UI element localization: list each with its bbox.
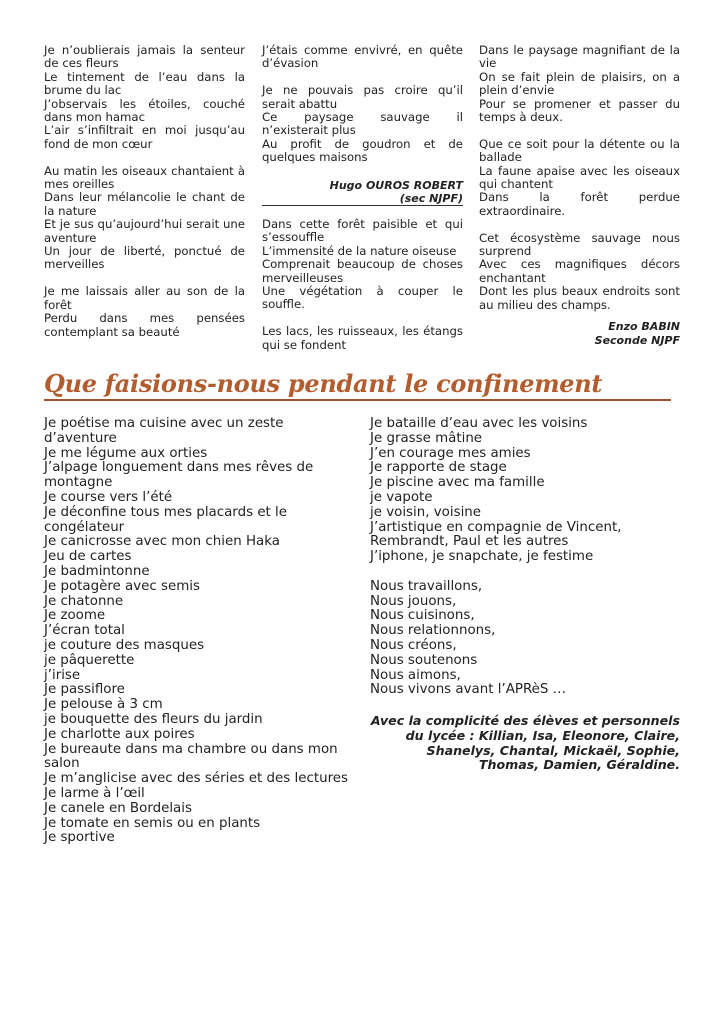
- confinement-list-right: [370, 417, 686, 698]
- poem-column-3: [479, 44, 680, 347]
- list-item: Jeu de cartes: [44, 549, 132, 565]
- poem-line: Les lacs, les ruisseaux, les étangs qui se fondent: [262, 324, 463, 352]
- poem-line: Une végétation à couper le souffle.: [262, 284, 463, 312]
- poem2-author: Hugo OUROS ROBERT: [329, 178, 463, 192]
- list-item: Nous relationnons,: [370, 623, 496, 639]
- list-item: Je bataille d’eau avec les voisins: [370, 416, 588, 431]
- list-item: je vapote: [370, 489, 433, 505]
- section-title-underline: [44, 399, 671, 401]
- list-item: Nous cuisinons,: [370, 608, 475, 624]
- list-item: Je tomate en semis ou en plants: [44, 815, 261, 831]
- list-item: Je bureaute dans ma chambre ou dans mon salon: [44, 741, 338, 772]
- credits: Avec la complicité des élèves et personnels du lycée : Killian, Isa, Eleonore, Claire, Shanelys, Chantal, Mickaël, Sophie, Thomas, Damien, Géraldine.: [370, 713, 680, 773]
- list-item: J’écran total: [44, 623, 125, 639]
- poem-line: On se fait plein de plaisirs, on a plein d’envie: [479, 69, 680, 98]
- poem4-stanza-1: [479, 44, 680, 124]
- list-item: Nous jouons,: [370, 593, 457, 609]
- poem-line: Avec ces magnifiques décors enchantant: [479, 257, 680, 285]
- poem-column-2: [262, 44, 463, 205]
- list-item: Nous travaillons,: [370, 578, 483, 594]
- poem4-author-class: Seconde NJPF: [594, 333, 680, 347]
- poem-line: Un jour de liberté, ponctué de merveilles: [44, 244, 245, 272]
- poem-line: Au matin les oiseaux chantaient à mes oreilles: [44, 163, 245, 192]
- list-item: J’en courage mes amies: [370, 445, 531, 461]
- poem1-stanza-3: [44, 285, 245, 339]
- list-item: Je passiflore: [44, 682, 125, 698]
- list-item: je couture des masques: [44, 637, 205, 653]
- list-item: Je canele en Bordelais: [44, 800, 192, 816]
- list-item: je voisin, voisine: [370, 504, 482, 520]
- poem3-stanza-2: [262, 325, 463, 352]
- poem-line: Et je sus qu’aujourd’hui serait une aventure: [44, 217, 245, 245]
- poem-line: Dans la forêt perdue extraordinaire.: [479, 190, 680, 218]
- list-item: J’iphone, je snapchate, je festime: [370, 549, 594, 565]
- poem3-stanza-1: [262, 218, 463, 312]
- section-title: Que faisions-nous pendant le confinement: [44, 369, 603, 398]
- poem4-stanza-3: [479, 232, 680, 312]
- list-item: Je sportive: [44, 830, 115, 846]
- poem1-stanza-1: [44, 44, 245, 151]
- list-item: Je pelouse à 3 cm: [44, 697, 163, 713]
- poem-line: Au profit de goudron et de quelques maisons: [262, 136, 463, 165]
- poem-line: Je ne pouvais pas croire qu’il serait abattu: [262, 83, 463, 111]
- list-item: Je rapporte de stage: [370, 460, 507, 476]
- list-item: Je canicrosse avec mon chien Haka: [44, 534, 280, 550]
- poem-line: J’observais les étoiles, couché dans mon hamac: [44, 96, 245, 125]
- poem2-stanza-1: [262, 44, 463, 71]
- poem-line: Dont les plus beaux endroits sont au milieu des champs.: [479, 284, 680, 312]
- poem-line: Que ce soit pour la détente ou la ballade: [479, 136, 680, 165]
- poem-line: Je me laissais aller au son de la forêt: [44, 284, 245, 312]
- confinement-list-left: [44, 417, 354, 846]
- poem-line: Pour se promener et passer du temps à deux.: [479, 96, 680, 125]
- list-item: Je déconfine tous mes placards et le congélateur: [44, 504, 288, 535]
- list-item: Nous vivons avant l’APRèS …: [370, 682, 567, 698]
- poem-line: L’immensité de la nature oiseuse: [262, 243, 457, 258]
- list-item: je pâquerette: [44, 652, 135, 668]
- poem-column-1: [44, 44, 245, 352]
- poem4-author: Enzo BABIN: [608, 320, 680, 334]
- list-item: Je chatonne: [44, 593, 124, 609]
- list-item: Je potagère avec semis: [44, 578, 200, 594]
- poem-line: Ce paysage sauvage il n’existerait plus: [262, 110, 463, 138]
- list-item: Je zoome: [44, 608, 106, 624]
- list-item: Je m’anglicise avec des séries et des lectures: [44, 771, 349, 787]
- list-item: Je grasse mâtine: [370, 430, 483, 446]
- list-item: Je badmintonne: [44, 563, 150, 579]
- list-item: Je piscine avec ma famille: [370, 475, 545, 491]
- list-item: J’alpage longuement dans mes rêves de montagne: [44, 460, 314, 491]
- poem-line: Perdu dans mes pensées contemplant sa beauté: [44, 311, 245, 339]
- poem-line: Dans le paysage magnifiant de la vie: [479, 43, 680, 71]
- poem-line: J’étais comme envivré, en quête d’évasion: [262, 43, 463, 71]
- poem2-author-class: (sec NJPF): [399, 192, 463, 206]
- poem4-stanza-2: [479, 138, 680, 218]
- list-item: Nous soutenons: [370, 652, 478, 668]
- list-item: J’artistique en compagnie de Vincent, Rembrandt, Paul et les autres: [370, 519, 622, 550]
- poem-line: Dans leur mélancolie le chant de la nature: [44, 190, 245, 218]
- poem-line: Cet écosystème sauvage nous surprend: [479, 230, 680, 259]
- poem-line: Dans cette forêt paisible et qui s’essouffle: [262, 217, 463, 245]
- list-item: je bouquette des fleurs du jardin: [44, 711, 263, 727]
- poem1-stanza-2: [44, 165, 245, 272]
- poem-line: Comprenait beaucoup de choses merveilleuses: [262, 257, 463, 285]
- poem-separator-rule: [262, 205, 463, 206]
- list-item: Nous aimons,: [370, 667, 461, 683]
- poem-line: La faune apaise avec les oiseaux qui chantent: [479, 163, 680, 192]
- list-item: Nous créons,: [370, 637, 457, 653]
- poem-column-2b: [262, 218, 463, 365]
- poem-line: L’air s’infiltrait en moi jusqu’au fond de mon cœur: [44, 123, 245, 151]
- list-item: j’irise: [44, 667, 81, 683]
- list-item: Je me légume aux orties: [44, 445, 208, 461]
- list-item: Je poétise ma cuisine avec un zeste d’aventure: [44, 416, 284, 446]
- list-item: Je charlotte aux poires: [44, 726, 195, 742]
- list-item: Je larme à l’œil: [44, 785, 145, 801]
- poem-line: Le tintement de l’eau dans la brume du lac: [44, 69, 245, 98]
- poem2-stanza-2: [262, 84, 463, 164]
- poem-line: Je n’oublierais jamais la senteur de ces fleurs: [44, 43, 245, 71]
- list-item: Je course vers l’été: [44, 489, 173, 505]
